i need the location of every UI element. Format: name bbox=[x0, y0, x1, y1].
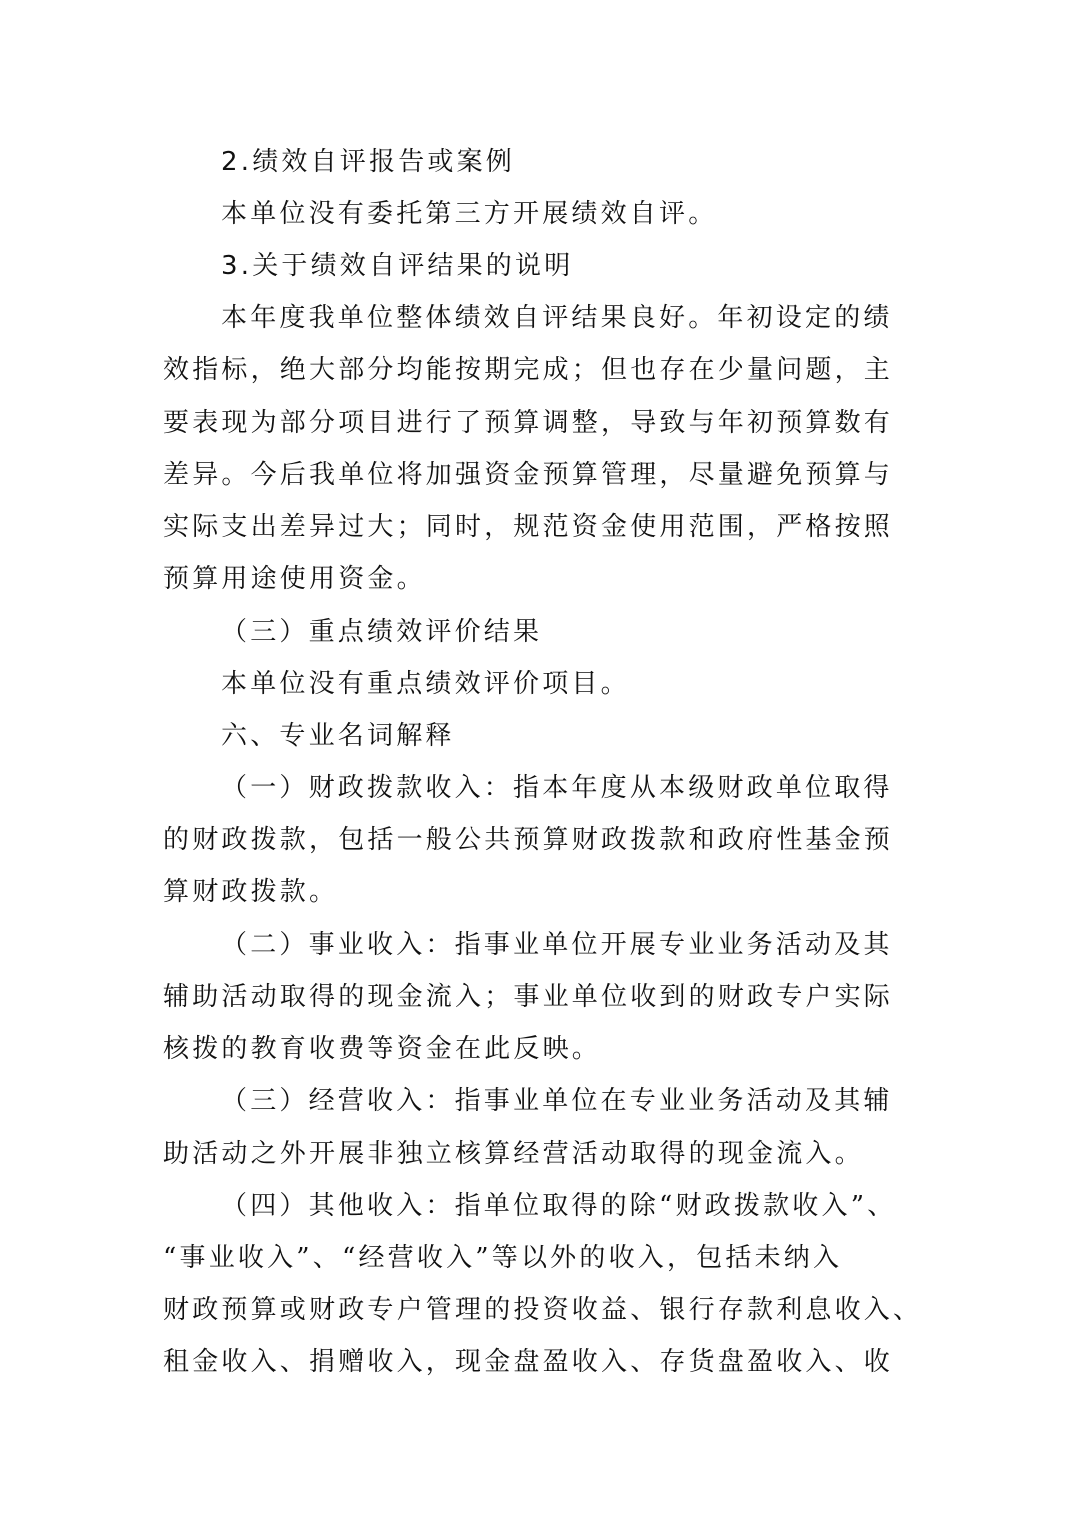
paragraph-line: 助活动之外开展非独立核算经营活动取得的现金流入。 bbox=[163, 1139, 864, 1169]
paragraph-line: 核拨的教育收费等资金在此反映。 bbox=[163, 1034, 602, 1064]
paragraph-line: 本年度我单位整体绩效自评结果良好。年初设定的绩 bbox=[221, 303, 893, 333]
paragraph-line: 本单位没有重点绩效评价项目。 bbox=[221, 669, 630, 699]
paragraph-line: 实际支出差异过大；同时，规范资金使用范围，严格按照 bbox=[163, 512, 894, 542]
paragraph-line: 租金收入、捐赠收入，现金盘盈收入、存货盘盈收入、收 bbox=[163, 1347, 894, 1377]
paragraph-line: 本单位没有委托第三方开展绩效自评。 bbox=[221, 199, 718, 229]
heading-terminology: 六、专业名词解释 bbox=[221, 721, 455, 751]
paragraph-line: 辅助活动取得的现金流入；事业单位收到的财政专户实际 bbox=[163, 982, 894, 1012]
paragraph-line: 预算用途使用资金。 bbox=[163, 564, 426, 594]
heading-self-evaluation-report: 2.绩效自评报告或案例 bbox=[221, 147, 516, 177]
term-business-income: （二）事业收入：指事业单位开展专业业务活动及其 bbox=[221, 930, 893, 960]
term-operating-income: （三）经营收入：指事业单位在专业业务活动及其辅 bbox=[221, 1086, 893, 1116]
paragraph-line: 效指标，绝大部分均能按期完成；但也存在少量问题，主 bbox=[163, 355, 894, 385]
paragraph-line: 财政预算或财政专户管理的投资收益、银行存款利息收入、 bbox=[163, 1295, 923, 1325]
term-other-income: （四）其他收入：指单位取得的除“财政拨款收入”、 bbox=[221, 1191, 897, 1221]
paragraph-line: 要表现为部分项目进行了预算调整，导致与年初预算数有 bbox=[163, 408, 894, 438]
paragraph-line: “事业收入”、“经营收入”等以外的收入，包括未纳入 bbox=[163, 1243, 843, 1273]
heading-self-evaluation-result: 3.关于绩效自评结果的说明 bbox=[221, 251, 574, 281]
paragraph-line: 差异。今后我单位将加强资金预算管理，尽量避免预算与 bbox=[163, 460, 894, 490]
paragraph-line: 算财政拨款。 bbox=[163, 877, 339, 907]
heading-key-evaluation: （三）重点绩效评价结果 bbox=[221, 617, 543, 647]
paragraph-line: 的财政拨款，包括一般公共预算财政拨款和政府性基金预 bbox=[163, 825, 894, 855]
term-fiscal-appropriation: （一）财政拨款收入：指本年度从本级财政单位取得 bbox=[221, 773, 893, 803]
